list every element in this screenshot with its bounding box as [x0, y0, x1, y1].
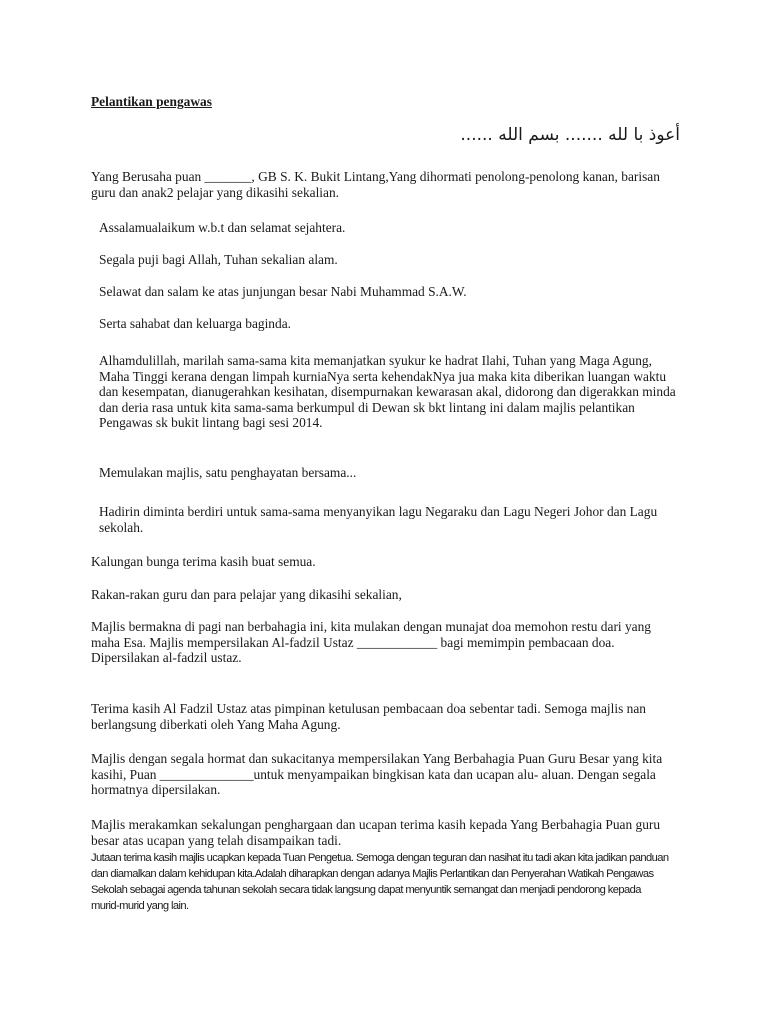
- prayer-paragraph: Majlis bermakna di pagi nan berbahagia ini, kita mulakan dengan munajat doa memohon restu dari yang maha Esa. Majlis mempersilakan Al-fadzil Ustaz ____________ bagi memimpin pembacaan doa. Dipersilakan al-fadzil ustaz.: [91, 619, 652, 665]
- arabic-invocation: أعوذ با لله ....... بسم الله ......: [460, 125, 680, 145]
- appreciation-paragraph: Majlis merakamkan sekalungan penghargaan dan ucapan terima kasih kepada Yang Berbahagia Puan guru besar atas ucapan yang telah disampaikan tadi.: [91, 817, 661, 848]
- anthem-paragraph: Hadirin diminta berdiri untuk sama-sama menyanyikan lagu Negaraku dan Lagu Negeri Johor dan Lagu sekolah.: [99, 504, 658, 535]
- salutation-paragraph: Assalamualaikum w.b.t dan selamat sejahtera.: [99, 220, 346, 235]
- selawat-paragraph: Selawat dan salam ke atas junjungan besar Nabi Muhammad S.A.W.: [99, 284, 467, 299]
- praise-paragraph: Segala puji bagi Allah, Tuhan sekalian alam.: [99, 252, 338, 267]
- gratitude-paragraph: Alhamdulillah, marilah sama-sama kita memanjatkan syukur ke hadrat Ilahi, Tuhan yang Maga Agung, Maha Tinggi kerana dengan limpah kurniaNya serta kehendakNya jua maka kita diberikan luangan waktu dan kesempatan, dianugerahkan kesihatan, disempurnakan kewarasan akal, didorong dan digerakkan minda dan deria rasa untuk kita sama-sama berkumpul di Dewan sk bkt lintang ini dalam majlis pelantikan Pengawas sk bukit lintang bagi sesi 2014.: [99, 353, 676, 430]
- companions-paragraph: Serta sahabat dan keluarga baginda.: [99, 316, 291, 331]
- thanks-ustaz-paragraph: Terima kasih Al Fadzil Ustaz atas pimpinan ketulusan pembacaan doa sebentar tadi. Semoga majlis nan berlangsung diberkati oleh Yang Maha Agung.: [91, 701, 646, 732]
- document-title: Pelantikan pengawas: [91, 94, 212, 109]
- opening-paragraph: Memulakan majlis, satu penghayatan bersama...: [99, 465, 357, 480]
- flower-paragraph: Kalungan bunga terima kasih buat semua.: [91, 554, 316, 569]
- closing-paragraph: Jutaan terima kasih majlis ucapkan kepada Tuan Pengetua. Semoga dengan teguran dan nasihat itu tadi akan kita jadikan panduan dan diamalkan dalam kehidupan kita.Adalah diharapkan dengan adanya Majlis Perlantikan dan Penyerahan Watikah Pengawas Sekolah sebagai agenda tahunan sekolah secara tidak langsung dapat menyuntik semangat dan menjadi pendorong kepada murid-murid yang lain.: [91, 852, 669, 912]
- headmistress-invitation-paragraph: Majlis dengan segala hormat dan sukacitanya mempersilakan Yang Berbahagia Puan Guru Besar yang kita kasihi, Puan ______________untuk menyampaikan bingkisan kata dan ucapan alu- aluan. Dengan segala hormatnya dipersilakan.: [91, 751, 663, 797]
- greeting-paragraph: Yang Berusaha puan _______, GB S. K. Bukit Lintang,Yang dihormati penolong-penolong kanan, barisan guru dan anak2 pelajar yang dikasihi sekalian.: [91, 169, 660, 200]
- address-paragraph: Rakan-rakan guru dan para pelajar yang dikasihi sekalian,: [91, 587, 402, 602]
